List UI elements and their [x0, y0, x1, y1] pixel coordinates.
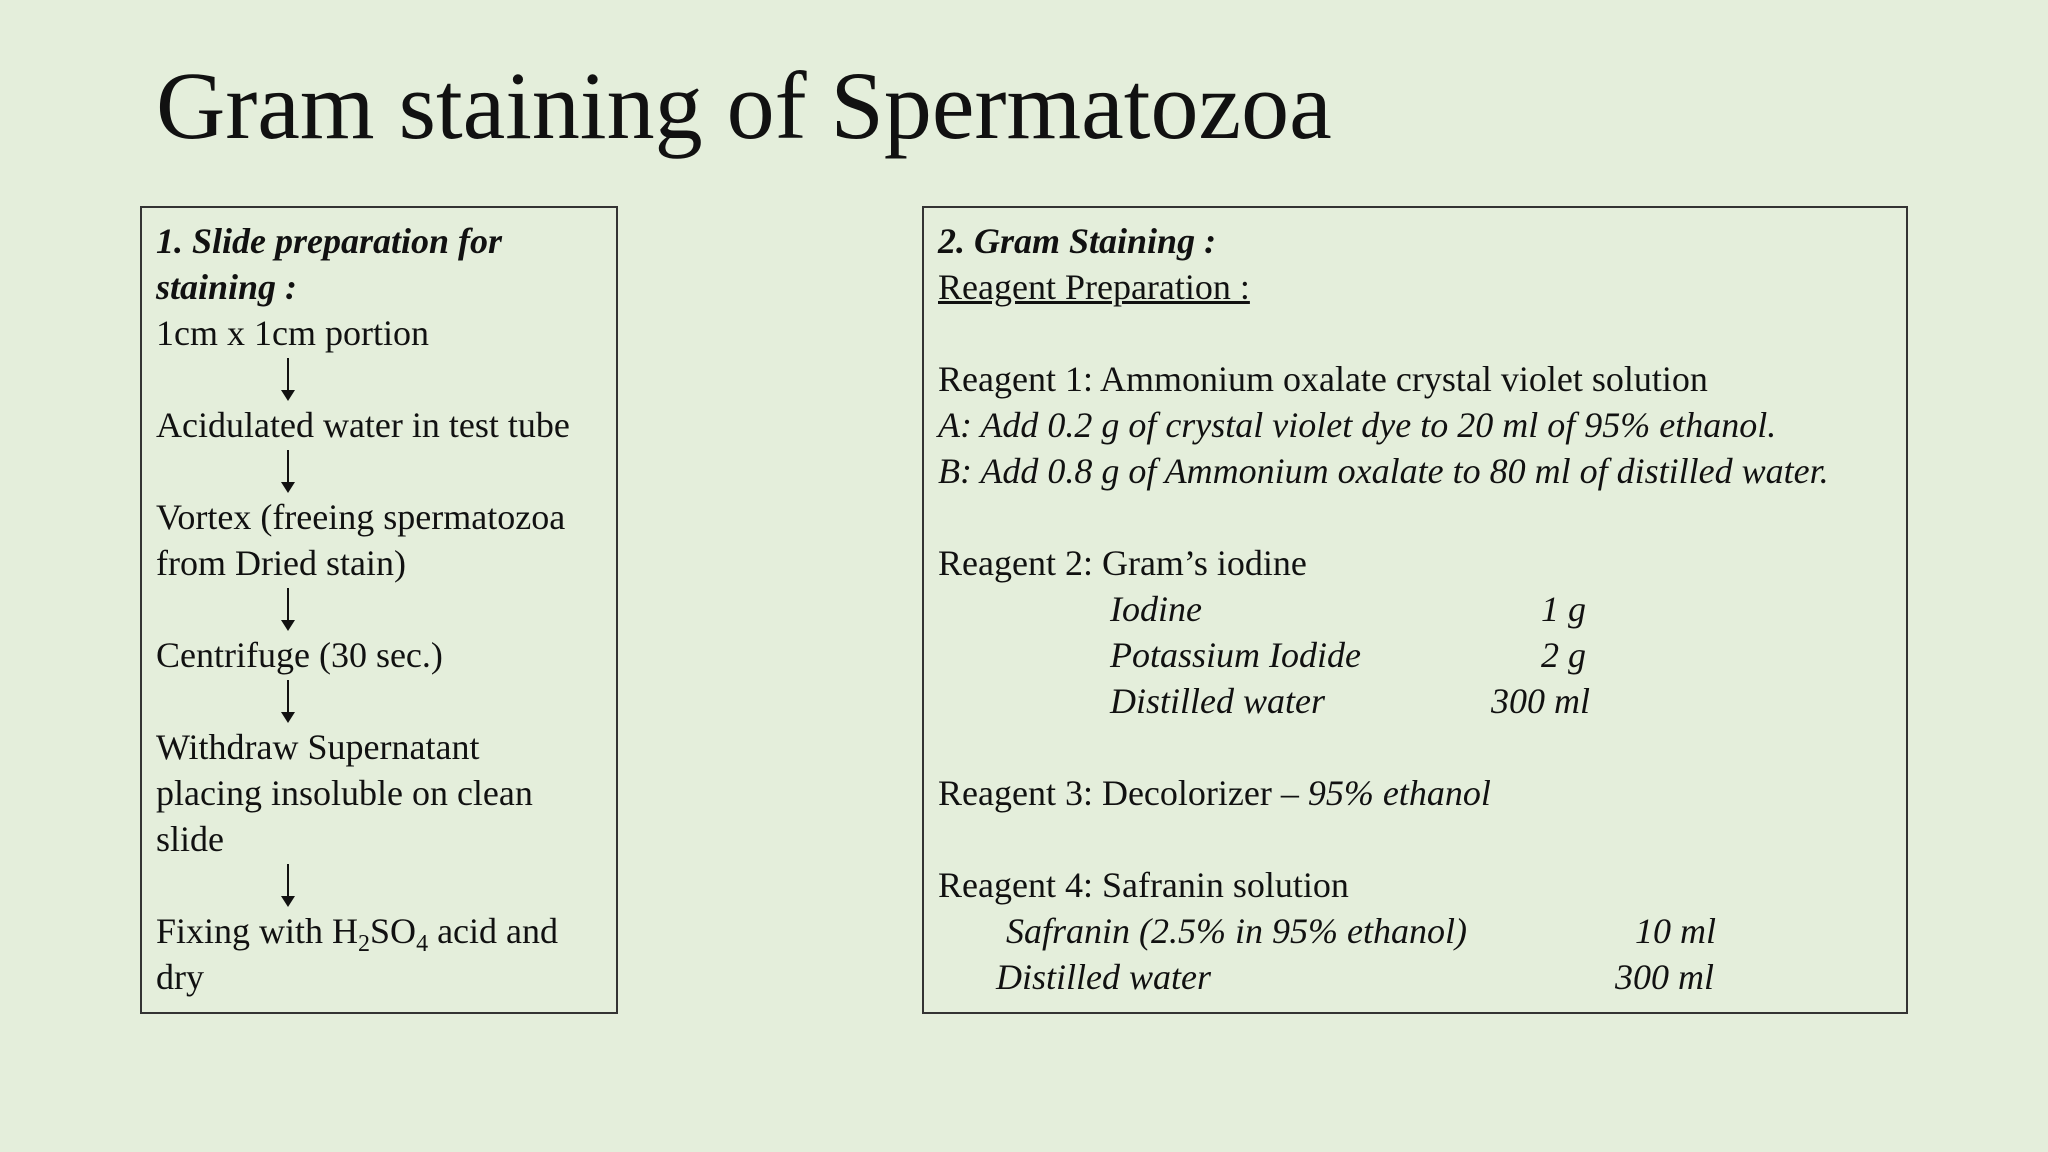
- reagent-2-item-qty: 1 g: [1541, 589, 1586, 629]
- reagent-4-item-qty: 10 ml: [1635, 911, 1716, 951]
- step-acidulated-water: Acidulated water in test tube: [156, 405, 570, 445]
- reagent-2-item-qty: 2 g: [1541, 635, 1586, 675]
- reagent-4-item-name: Distilled water: [996, 957, 1211, 997]
- gram-staining-heading: 2. Gram Staining :: [938, 221, 1217, 261]
- reagent-preparation-subheading: Reagent Preparation :: [938, 267, 1250, 307]
- reagent-2-item-name: Potassium Iodide: [1110, 635, 1361, 675]
- down-arrow-icon: [280, 448, 296, 494]
- step-fixing-line1: Fixing with $H_2SO_4$ acid and: [156, 911, 558, 957]
- step-withdraw-line2: placing insoluble on clean: [156, 773, 533, 813]
- reagent-2-item-name: Iodine: [1110, 589, 1202, 629]
- step-vortex-line2: from Dried stain): [156, 543, 406, 583]
- down-arrow-icon: [280, 678, 296, 724]
- step-fixing-line2: dry: [156, 957, 204, 997]
- reagent-1-step-b: B: Add 0.8 g of Ammonium oxalate to 80 ml of distilled water.: [938, 451, 1829, 491]
- down-arrow-icon: [280, 356, 296, 402]
- down-arrow-icon: [280, 586, 296, 632]
- reagent-2-label: Reagent 2: Gram’s iodine: [938, 543, 1307, 583]
- slide-prep-heading-line1: 1. Slide preparation for: [156, 221, 503, 261]
- slide-title: Gram staining of Spermatozoa: [156, 52, 1332, 159]
- reagent-1-step-a: A: Add 0.2 g of crystal violet dye to 20 ml of 95% ethanol.: [938, 405, 1777, 445]
- step-withdraw-line1: Withdraw Supernatant: [156, 727, 480, 767]
- reagent-4-item-name: Safranin (2.5% in 95% ethanol): [1006, 911, 1467, 951]
- reagent-4-item-qty: 300 ml: [1615, 957, 1714, 997]
- down-arrow-icon: [280, 862, 296, 908]
- reagent-1-label: Reagent 1: Ammonium oxalate crystal violet solution: [938, 359, 1708, 399]
- step-centrifuge: Centrifuge (30 sec.): [156, 635, 443, 675]
- step-vortex-line1: Vortex (freeing spermatozoa: [156, 497, 566, 537]
- reagent-2-item-qty: 300 ml: [1491, 681, 1590, 721]
- slide-prep-heading-line2: staining :: [156, 267, 298, 307]
- step-withdraw-line3: slide: [156, 819, 224, 859]
- step-portion: 1cm x 1cm portion: [156, 313, 429, 353]
- slide-preparation-box: [140, 206, 618, 1014]
- reagent-3-label: Reagent 3: Decolorizer – 95% ethanol: [938, 773, 1491, 813]
- reagent-2-item-name: Distilled water: [1110, 681, 1325, 721]
- gram-staining-box: [922, 206, 1908, 1014]
- reagent-4-label: Reagent 4: Safranin solution: [938, 865, 1349, 905]
- reagent-3-value: 95% ethanol: [1307, 773, 1491, 813]
